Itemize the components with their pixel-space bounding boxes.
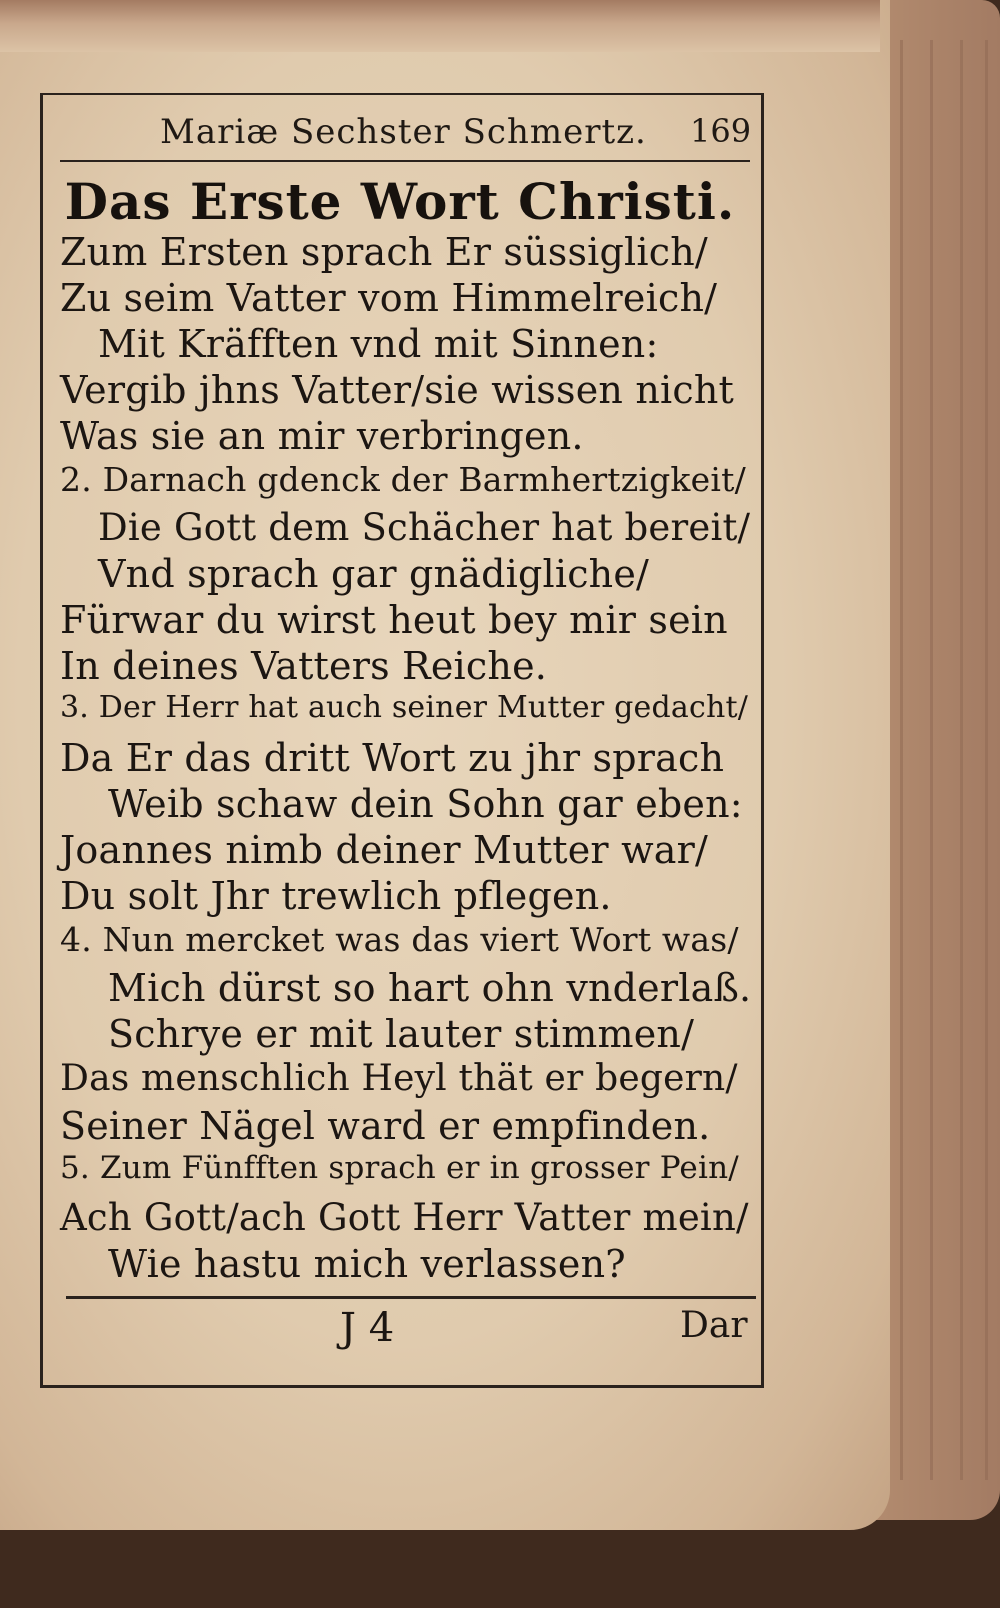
verse-line: Zum Ersten sprach Er süssiglich/ <box>60 230 708 274</box>
verse-line: Weib schaw dein Sohn gar eben: <box>108 782 743 826</box>
top-page-edge <box>0 0 880 52</box>
header-rule <box>60 160 750 162</box>
edge-line <box>930 40 933 1480</box>
edge-line <box>900 40 903 1480</box>
edge-line <box>960 40 963 1480</box>
verse-line: Wie hastu mich verlassen? <box>108 1242 626 1286</box>
verse-line: Zu seim Vatter vom Himmelreich/ <box>60 276 718 320</box>
verse-line: Joannes nimb deiner Mutter war/ <box>60 828 709 872</box>
page-header <box>60 108 760 156</box>
verse-line: Du solt Jhr trewlich pflegen. <box>60 874 612 918</box>
verse-line: 4. Nun mercket was das viert Wort was/ <box>60 920 739 959</box>
verse-line: Die Gott dem Schächer hat bereit/ <box>98 506 751 549</box>
edge-line <box>985 40 988 1480</box>
verse-line: 5. Zum Fünfften sprach er in grosser Pein/ <box>60 1150 739 1186</box>
verse-line: 2. Darnach gdenck der Barmhertzigkeit/ <box>60 460 746 499</box>
verse-line: Seiner Nägel ward er empfinden. <box>60 1104 711 1148</box>
page-number: 169 <box>690 112 752 150</box>
section-title: Das Erste Wort Christi. <box>64 172 736 231</box>
verse-line: Schrye er mit lauter stimmen/ <box>108 1012 695 1056</box>
verse-line: In deines Vatters Reiche. <box>60 644 548 688</box>
running-head: Mariæ Sechster Schmertz. <box>160 112 647 152</box>
catchword: Dar <box>680 1305 748 1346</box>
verse-line: Da Er das dritt Wort zu jhr sprach <box>60 736 725 780</box>
verse-line: Mich dürst so hart ohn vnderlaß. <box>108 966 752 1010</box>
footer-rule <box>66 1296 756 1299</box>
verse-line: Das menschlich Heyl thät er begern/ <box>60 1058 738 1099</box>
verse-line: Ach Gott/ach Gott Herr Vatter mein/ <box>60 1196 749 1239</box>
verse-line: Vergib jhns Vatter/sie wissen nicht <box>60 368 735 412</box>
verse-line: Was sie an mir verbringen. <box>60 414 584 458</box>
verse-line: Fürwar du wirst heut bey mir sein <box>60 598 728 642</box>
verse-line: Vnd sprach gar gnädigliche/ <box>98 552 650 596</box>
verse-line: Mit Kräfften vnd mit Sinnen: <box>98 322 659 366</box>
verse-line: 3. Der Herr hat auch seiner Mutter gedacht/ <box>60 690 749 725</box>
signature-mark: J 4 <box>340 1305 395 1351</box>
